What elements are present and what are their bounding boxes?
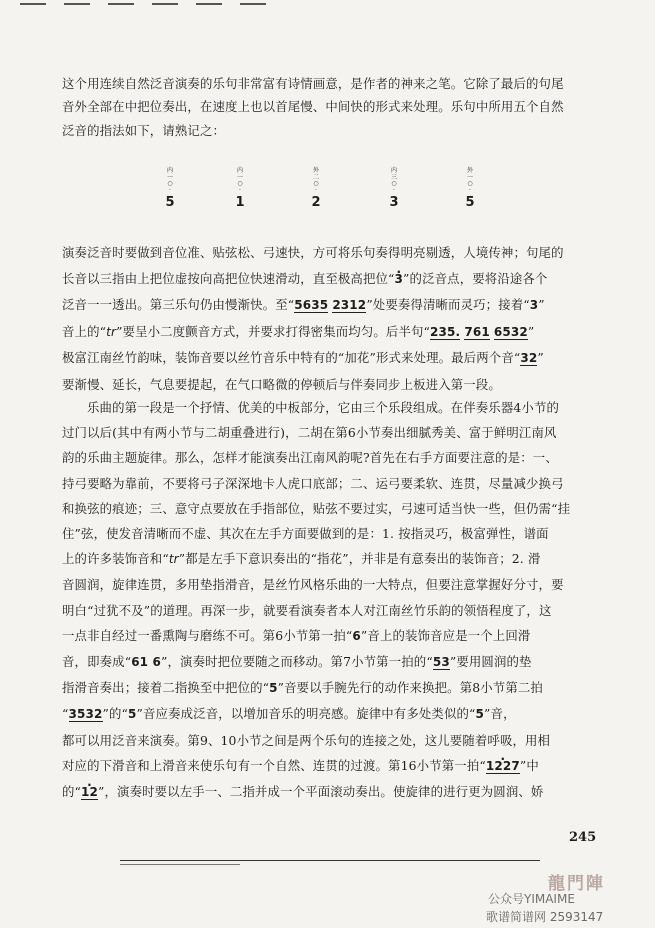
text-line: 演奏泛音时要做到音位准、贴弦松、弓速快，方可将乐句奏得明亮剔透，人境传神；句尾的	[62, 245, 564, 260]
text-span: ”都是左手下意识奏出的“指花”，并非是有意奏出的装饰音；2. 滑	[178, 551, 541, 567]
text-line	[62, 649, 598, 675]
fingering-5	[450, 168, 490, 210]
text-span: 音，即奏成“	[62, 654, 132, 670]
text-span: “	[62, 706, 69, 722]
notation-phrase: 5635	[294, 298, 329, 312]
fingering-3	[296, 168, 336, 210]
text-span: 上的许多装饰音和“	[62, 551, 169, 567]
fingering-mark: 三	[390, 173, 397, 181]
text-span: 音上的“	[62, 323, 107, 339]
text-line	[62, 292, 598, 319]
text-span: 对应的下滑音和上滑音来使乐句有一个自然、连贯的过渡。第16小节第一拍“	[62, 757, 486, 773]
text-span: ”音，	[484, 706, 516, 722]
fingering-mark: ○	[237, 180, 243, 187]
fingering-mark: 一	[236, 173, 243, 181]
fingering-mark: ·	[315, 186, 317, 194]
fingering-note: 5	[465, 195, 475, 210]
fingering-mark: 外	[466, 167, 473, 174]
fingering-note: 3	[389, 195, 399, 210]
text-span: ”	[537, 350, 544, 365]
notation-phrase: 6532	[493, 324, 528, 339]
fingering-1	[150, 168, 190, 210]
text-span: 一点非自经过一番熏陶与磨练不可。第6小节第一拍“	[62, 627, 353, 643]
fingering-mark: ○	[391, 180, 397, 187]
fingering-mark: 二	[312, 173, 319, 181]
paragraph-performance	[62, 240, 598, 397]
text-span: ”音应奏成泛音，以增加音乐的明亮感。旋律中有多处类似的“	[136, 706, 476, 722]
notation-note: 5	[269, 681, 278, 696]
page-number: 245	[569, 830, 597, 845]
fingering-note: 1	[235, 195, 245, 210]
fingering-mark: 外	[312, 167, 319, 174]
fingering-2	[220, 168, 260, 210]
top-scan-marks	[0, 0, 655, 20]
notation-note: 5	[128, 707, 137, 722]
text-span: ”音上的装饰音应是一个上回滑	[360, 627, 531, 643]
fingering-mark: 内	[166, 167, 173, 174]
text-span: ”音要以手腕先行的动作来换把。第8小节第二拍	[277, 680, 543, 696]
text-span: ”处要奏得清晰而灵巧；接着“	[366, 297, 530, 312]
footer-rule-short	[120, 864, 240, 865]
text-span: ”	[538, 297, 545, 312]
fingering-mark: ·	[469, 186, 471, 194]
text-line	[62, 779, 598, 805]
notation-note: 5	[475, 707, 485, 722]
footer-rule	[120, 860, 540, 861]
trill-mark: tr	[106, 324, 117, 339]
text-span: 指滑音奏出；接着二指换至中把位的“	[62, 680, 270, 696]
fingering-mark: 内	[390, 167, 397, 174]
text-line: 住”弦，使发音清晰而不虚、其次在左手方面要做到的是：1. 按指灵巧，极富弹性，谱面	[62, 526, 549, 542]
text-line: 都可以用泛音来演奏。第9、10小节之间是两个乐句的连接之处，这儿要随着呼吸，用相	[62, 732, 551, 748]
text-span: 的“	[62, 784, 82, 800]
text-line: 韵的乐曲主题旋律。那么，怎样才能演奏出江南风韵呢?首先在右手方面要注意的是：一、	[62, 450, 558, 466]
fingering-mark: ·	[169, 186, 171, 194]
fingering-mark: ○	[313, 180, 319, 187]
text-span: ”中	[519, 757, 539, 773]
harmonic-fingerings	[60, 168, 600, 228]
text-line: 音外全部在中把位奏出，在速度上也以首尾慢、中间快的形式来处理。乐句中所用五个自然	[62, 99, 564, 115]
fingering-mark: 内	[236, 167, 243, 174]
paragraph-first-section	[62, 395, 598, 805]
watermark-logo: 龍門陣	[548, 874, 605, 894]
notation-phrase: 2312	[332, 298, 367, 312]
notation-phrase: 3532	[68, 707, 103, 722]
fingering-note: 5	[165, 195, 175, 210]
text-span: ”要呈小二度颤音方式，并要求打得密集而均匀。后半句“	[116, 323, 431, 339]
text-span: ”，演奏时要以左手一、二指并成一个平面滚动奏出。使旋律的进行更为圆润、娇	[98, 784, 544, 800]
text-line: 音圆润，旋律连贯，多用垫指滑音，是丝竹风格乐曲的一大特点，但要注意掌握好分寸，要	[62, 577, 564, 593]
fingering-mark: ○	[467, 180, 473, 187]
text-line	[62, 701, 598, 727]
fingering-mark: ·	[239, 186, 241, 194]
text-span: ”的“	[102, 706, 129, 722]
text-line	[62, 266, 598, 293]
notation-phrase: · 1227	[486, 759, 520, 774]
notation-phrase: 32	[520, 351, 538, 365]
text-span: 泛音一一透出。第三乐句仍由慢渐快。至“	[62, 297, 295, 312]
watermark-line-2: 歌谱简谱网 2593147	[486, 910, 604, 924]
text-line: 明白“过犹不及”的道理。再深一步，就要看演奏者本人对江南丝竹乐韵的领悟程度了，这	[62, 602, 552, 618]
watermark-line-1: 公众号YIMAIME	[488, 892, 575, 906]
fingering-mark: 一	[466, 173, 473, 181]
text-line	[62, 345, 598, 372]
text-line: 持弓要略为靠前，不要将弓子深深地卡人虎口底部；二、运弓要柔软、连贯，尽量减少换弓	[62, 475, 564, 491]
text-line: 泛音的指法如下，请熟记之：	[62, 122, 226, 138]
text-line: 乐曲的第一段是一个抒情、优美的中板部分，它由三个乐段组成。在伴奏乐器4小节的	[87, 400, 560, 415]
fingering-mark: ○	[167, 180, 173, 187]
fingering-mark: 一	[166, 173, 173, 181]
fingering-4	[374, 168, 414, 210]
notation-note: · 3	[395, 272, 404, 286]
text-line: 要渐慢、延长，气息要提起，在气口略微的停顿后与伴奏同步上板进入第一段。	[62, 376, 501, 392]
text-span: ”	[527, 323, 535, 339]
text-line	[62, 753, 598, 779]
notation-phrase: 235.	[430, 324, 461, 339]
text-line	[62, 623, 598, 649]
text-line	[62, 675, 598, 701]
text-line: 过门以后(其中有两小节与二胡重叠进行)，二胡在第6小节奏出细腻秀美、富于鲜明江南风	[62, 425, 557, 441]
notation-note: 6	[352, 628, 361, 643]
notation-note: 3	[529, 298, 539, 312]
text-line	[62, 546, 598, 572]
text-span: ”的泛音点，要将沿途各个	[403, 270, 548, 286]
text-line: 和换弦的痕迹；三、意守点要放在手指部位，贴弦不要过实，弓速可适当快一些，但仍需“挂	[62, 500, 571, 516]
notation-phrase: 61 6	[131, 655, 162, 670]
notation-phrase: 53	[432, 655, 450, 670]
text-span: 长音以三指由上把位虚按向高把位快速滑动，直至极高把位“	[62, 270, 395, 286]
notation-phrase: 761	[464, 324, 490, 339]
text-line: 这个用连续自然泛音演奏的乐句非常富有诗情画意，是作者的神来之笔。它除了最后的句尾	[62, 76, 564, 91]
text-span: 极富江南丝竹韵味，装饰音要以丝竹音乐中特有的“加花”形式来处理。最后两个音“	[62, 350, 521, 365]
trill-mark: tr	[168, 552, 179, 567]
notation-phrase: · 12	[81, 785, 98, 800]
text-line	[62, 319, 598, 346]
fingering-note: 2	[311, 195, 321, 210]
paragraph-intro	[62, 72, 598, 142]
text-span: ”要用圆润的垫	[449, 654, 532, 670]
fingering-mark: ·	[393, 186, 395, 194]
text-span: ”，演奏时把位要随之而移动。第7小节第一拍的“	[161, 654, 433, 670]
